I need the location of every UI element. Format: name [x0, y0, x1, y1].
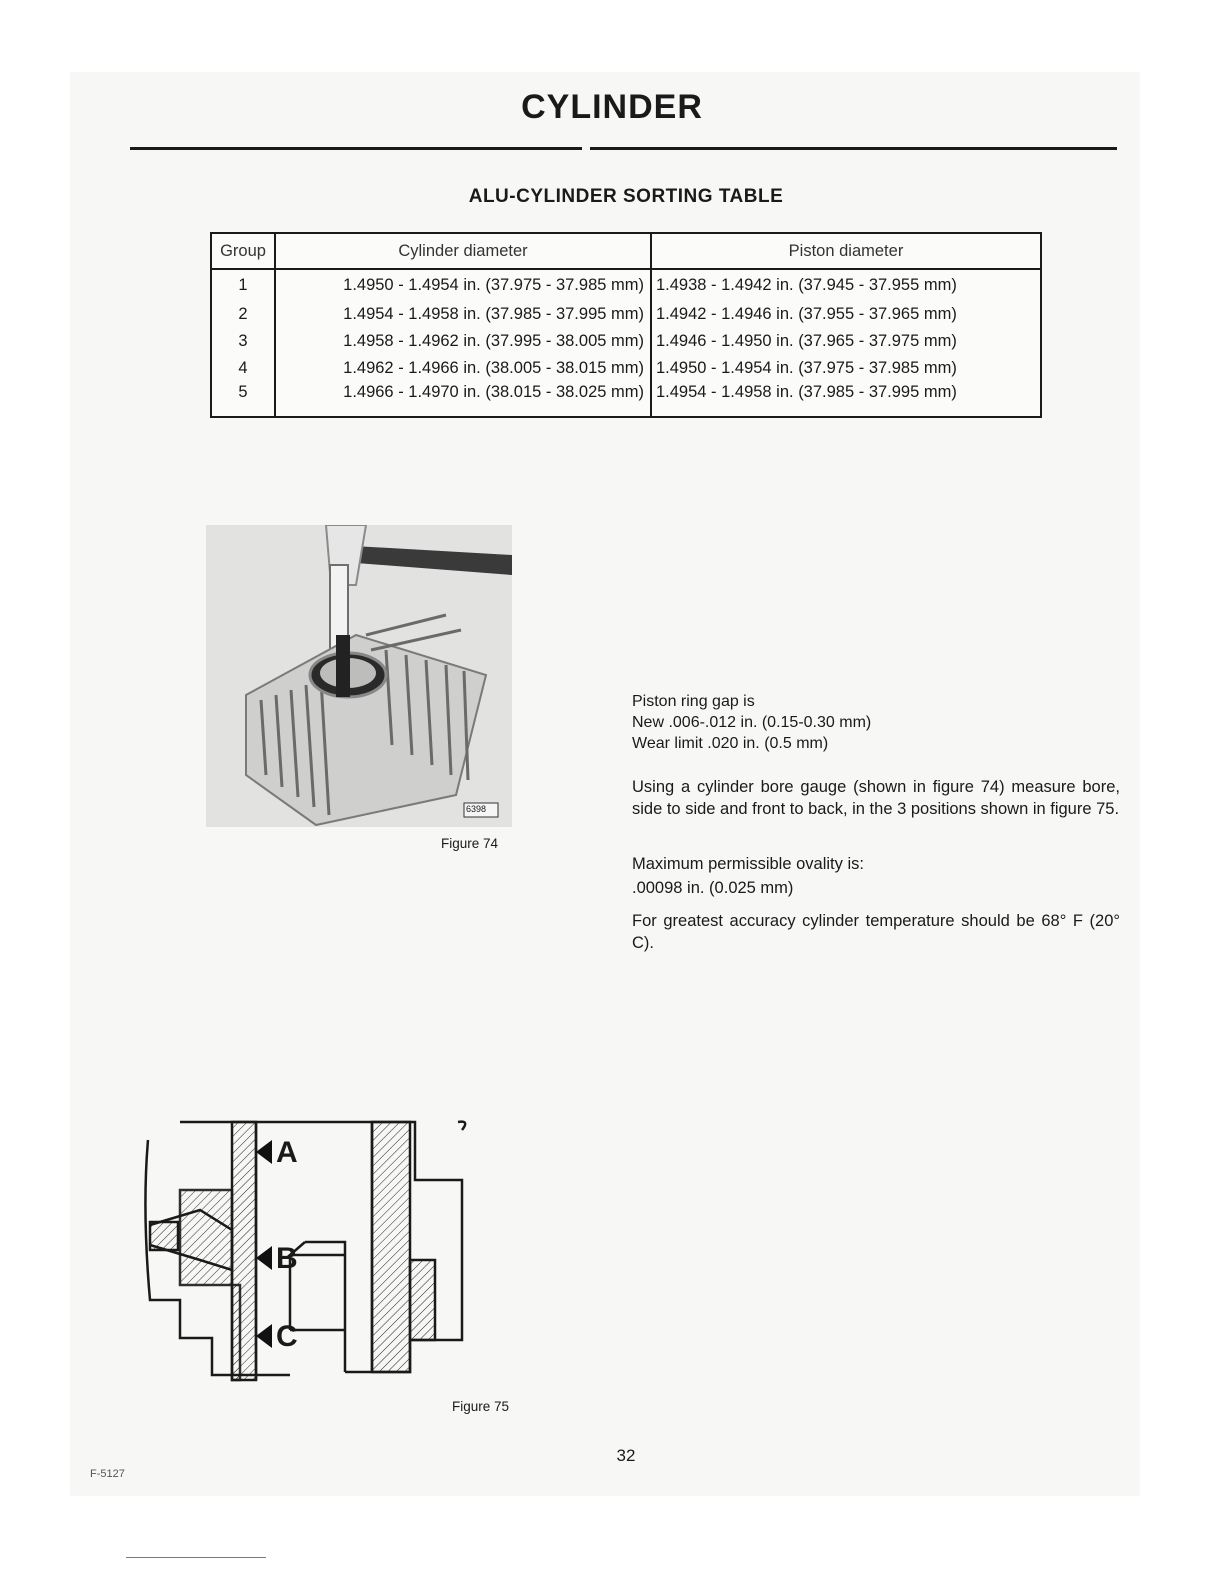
ring-gap-title: Piston ring gap is	[632, 693, 755, 710]
footer-underline	[126, 1557, 266, 1558]
table-header-row	[211, 233, 1041, 269]
header-piston: Piston diameter	[651, 233, 1041, 269]
ovality-value: .00098 in. (0.025 mm)	[632, 879, 794, 897]
page-number: 32	[616, 1446, 636, 1465]
table-row	[211, 269, 1041, 300]
title-rule-left	[130, 147, 582, 150]
position-a-label: A	[276, 1136, 298, 1169]
ring-gap-wear: Wear limit .020 in. (0.5 mm)	[632, 735, 829, 752]
cell-piston: 1.4946 - 1.4950 in. (37.965 - 37.975 mm)	[656, 331, 957, 350]
table-title: ALU-CYLINDER SORTING TABLE	[468, 186, 784, 207]
cell-group: 2	[211, 300, 275, 327]
cell-cylinder: 1.4950 - 1.4954 in. (37.975 - 37.985 mm)	[275, 269, 651, 300]
cell-group: 4	[211, 355, 275, 382]
title-rule-right	[590, 147, 1117, 150]
ring-gap-new: New .006-.012 in. (0.15-0.30 mm)	[632, 714, 872, 731]
cell-cylinder: 1.4966 - 1.4970 in. (38.015 - 38.025 mm)	[275, 383, 651, 418]
cell-piston: 1.4950 - 1.4954 in. (37.975 - 37.985 mm)	[656, 359, 957, 378]
temperature-text: For greatest accuracy cylinder temperature should be 68° F (20° C).	[632, 912, 1120, 952]
table-row	[211, 355, 1041, 382]
position-b-label: B	[276, 1242, 298, 1275]
cell-cylinder: 1.4954 - 1.4958 in. (37.985 - 37.995 mm)	[275, 300, 651, 327]
ovality-title: Maximum permissible ovality is:	[632, 855, 864, 873]
cell-piston: 1.4938 - 1.4942 in. (37.945 - 37.955 mm)	[656, 275, 957, 294]
bore-measure-text: Using a cylinder bore gauge (shown in figure 74) measure bore, side to side and front to back, in the 3 positions shown in figure 75.	[632, 778, 1120, 818]
table-row	[211, 300, 1041, 327]
cell-piston: 1.4942 - 1.4946 in. (37.955 - 37.965 mm)	[656, 304, 957, 323]
figure-74-caption: Figure 74	[441, 836, 499, 851]
table-row	[211, 383, 1041, 418]
document-code: F-5127	[90, 1468, 125, 1480]
header-group: Group	[211, 233, 275, 269]
cell-group: 3	[211, 328, 275, 355]
figure-75-caption: Figure 75	[452, 1399, 510, 1414]
figure-74-photo	[206, 525, 512, 827]
cell-piston: 1.4954 - 1.4958 in. (37.985 - 37.995 mm)	[656, 382, 957, 401]
cell-cylinder: 1.4962 - 1.4966 in. (38.005 - 38.015 mm)	[275, 355, 651, 382]
cell-cylinder: 1.4958 - 1.4962 in. (37.995 - 38.005 mm)	[275, 328, 651, 355]
position-c-label: C	[276, 1320, 298, 1353]
table-row	[211, 328, 1041, 355]
cell-group: 5	[211, 383, 275, 418]
figure-75-diagram	[140, 1110, 470, 1392]
page-title: CYLINDER	[521, 88, 703, 126]
header-cylinder: Cylinder diameter	[275, 233, 651, 269]
cell-group: 1	[211, 269, 275, 300]
figure-74-badge: 6398	[466, 804, 487, 814]
sorting-table	[210, 232, 1042, 418]
